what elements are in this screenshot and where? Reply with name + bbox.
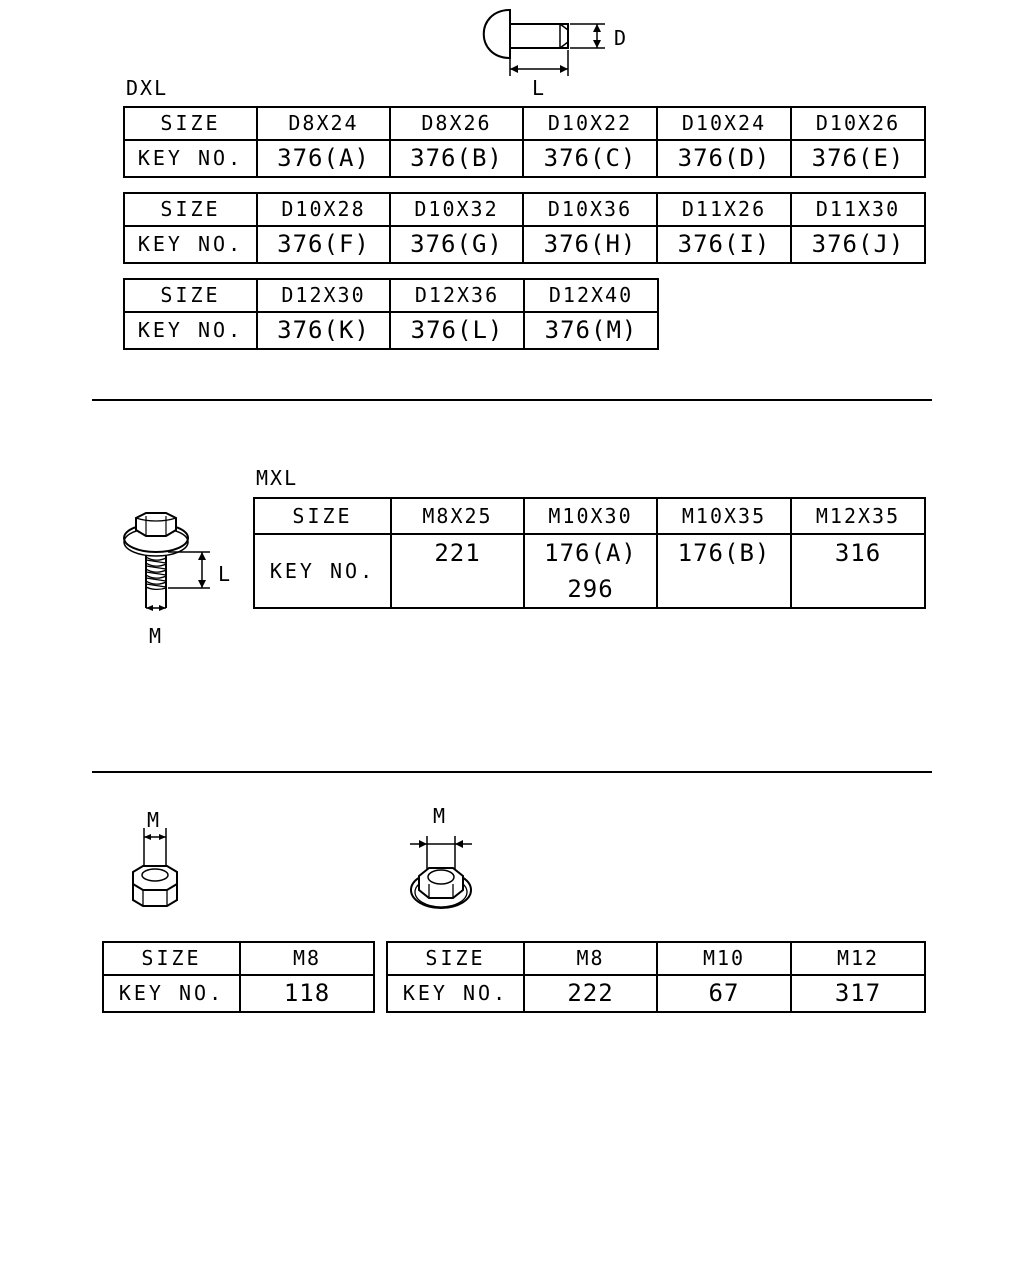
nut-dim-m-label: M [147, 808, 162, 832]
section-divider [92, 771, 932, 773]
flange-nut-dim-m-label: M [433, 804, 448, 828]
size-cell: M10X35 [657, 498, 791, 534]
size-cell: M10 [657, 942, 791, 975]
mxl-table [253, 497, 926, 609]
key-no-cell: 376(M) [524, 312, 658, 350]
size-cell: M8X25 [391, 498, 524, 534]
size-cell: D12X30 [257, 279, 390, 312]
key-no-label: KEY NO. [124, 140, 257, 178]
dxl-table-3 [123, 278, 659, 350]
key-no-value: 316 [834, 539, 882, 567]
size-label: SIZE [387, 942, 524, 975]
table-row [124, 312, 658, 350]
table-row [103, 942, 374, 975]
table-row [387, 975, 925, 1013]
dxl-table-2 [123, 192, 926, 264]
dim-m-label: M [149, 624, 164, 648]
key-no-label: KEY NO. [387, 975, 524, 1013]
key-no-value: 176(A) [544, 539, 637, 567]
size-cell: D11X26 [657, 193, 791, 226]
key-no-cell [524, 534, 657, 608]
table-row [124, 193, 925, 226]
key-no-cell: 376(G) [390, 226, 523, 264]
dim-l-label: L [218, 562, 233, 586]
key-no-value: 221 [434, 539, 481, 567]
size-cell: D8X26 [390, 107, 523, 140]
size-cell: M12X35 [791, 498, 925, 534]
key-no-cell: 376(B) [390, 140, 523, 178]
key-no-cell: 376(L) [390, 312, 524, 350]
size-label: SIZE [103, 942, 240, 975]
key-no-cell [657, 534, 791, 608]
size-cell: D8X24 [257, 107, 390, 140]
key-no-label: KEY NO. [103, 975, 240, 1013]
table-row [103, 975, 374, 1013]
table-row [124, 226, 925, 264]
dxl-table-1 [123, 106, 926, 178]
size-cell: D10X26 [791, 107, 925, 140]
size-label: SIZE [124, 193, 257, 226]
size-cell: D12X36 [390, 279, 524, 312]
size-cell: D10X28 [257, 193, 390, 226]
key-no-value: 296 [567, 575, 614, 603]
hex-nut-illustration [125, 828, 195, 910]
size-cell: M10X30 [524, 498, 657, 534]
key-no-cell: 317 [791, 975, 925, 1013]
size-cell: D10X36 [523, 193, 657, 226]
size-label: SIZE [124, 107, 257, 140]
key-no-value: 176(B) [677, 539, 771, 567]
key-no-cell: 222 [524, 975, 657, 1013]
mxl-title: MXL [256, 466, 299, 490]
key-no-cell: 67 [657, 975, 791, 1013]
table-row [387, 942, 925, 975]
key-no-label: KEY NO. [124, 312, 257, 350]
nut-table [102, 941, 375, 1013]
key-no-cell: 376(I) [657, 226, 791, 264]
key-no-label: KEY NO. [124, 226, 257, 264]
dxl-title: DXL [126, 76, 169, 100]
key-no-label: KEY NO. [254, 534, 391, 608]
dim-d-label: D [614, 26, 629, 50]
key-no-cell: 376(A) [257, 140, 390, 178]
table-row [254, 534, 925, 608]
flange-nut-table [386, 941, 926, 1013]
size-cell: D12X40 [524, 279, 658, 312]
key-no-cell: 376(K) [257, 312, 390, 350]
size-label: SIZE [254, 498, 391, 534]
size-cell: M8 [240, 942, 374, 975]
size-cell: D10X32 [390, 193, 523, 226]
table-row [254, 498, 925, 534]
key-no-cell: 376(E) [791, 140, 925, 178]
key-no-cell: 376(D) [657, 140, 791, 178]
size-cell: M12 [791, 942, 925, 975]
dim-l-label: L [532, 76, 547, 100]
table-row [124, 279, 658, 312]
key-no-cell: 118 [240, 975, 374, 1013]
key-no-cell: 376(F) [257, 226, 390, 264]
section-divider [92, 399, 932, 401]
size-label: SIZE [124, 279, 257, 312]
key-no-cell [391, 534, 524, 608]
table-row [124, 107, 925, 140]
key-no-cell: 376(J) [791, 226, 925, 264]
key-no-cell [791, 534, 925, 608]
size-cell: M8 [524, 942, 657, 975]
size-cell: D10X22 [523, 107, 657, 140]
table-row [124, 140, 925, 178]
key-no-cell: 376(C) [523, 140, 657, 178]
size-cell: D10X24 [657, 107, 791, 140]
size-cell: D11X30 [791, 193, 925, 226]
key-no-cell: 376(H) [523, 226, 657, 264]
flange-nut-illustration [400, 828, 490, 914]
